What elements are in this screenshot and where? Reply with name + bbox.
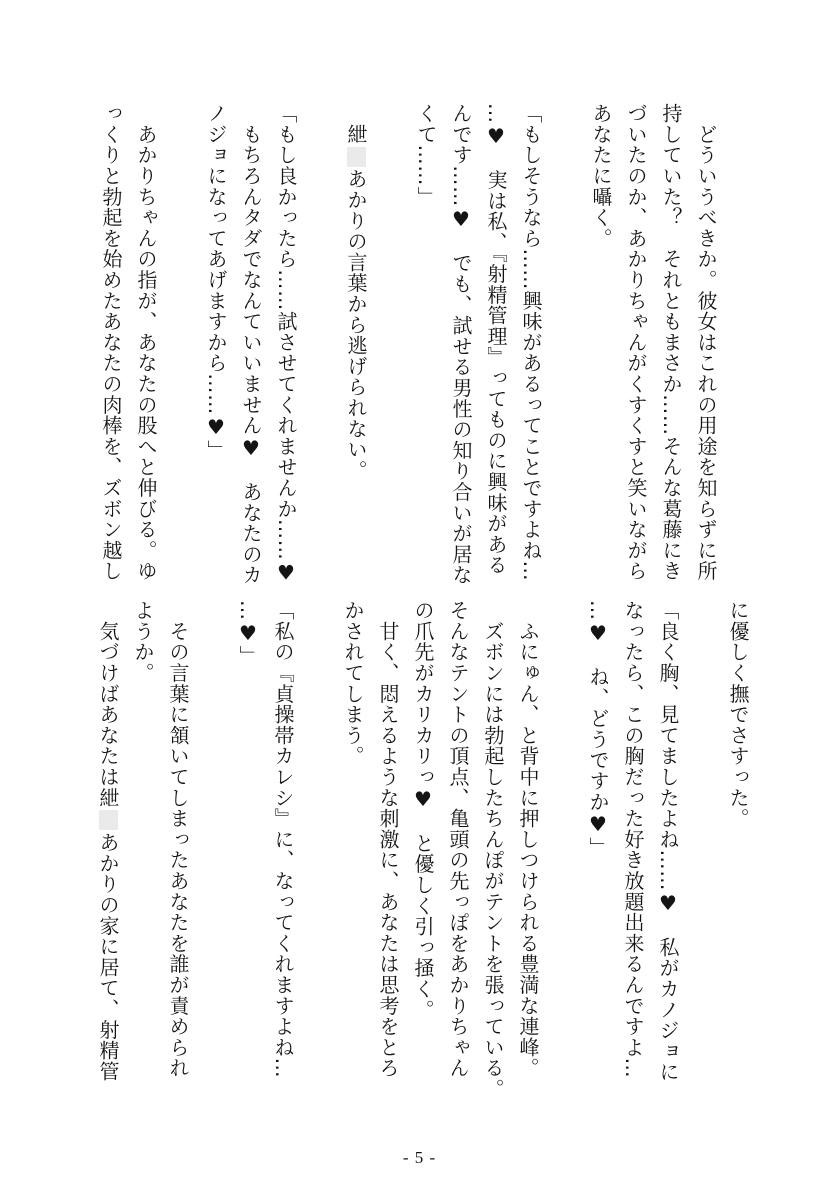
text-block-bottom [90, 600, 755, 1100]
text-line: あなたに囁く。 [589, 103, 613, 249]
text-line: 甘く、悶えるような刺激に、あなたは思考をとろ [376, 600, 400, 1079]
blank-line [163, 103, 198, 597]
blank-line [373, 103, 408, 597]
text-line: 「良く胸、見てましたよね……♥ 私がカノジョに [656, 600, 680, 1083]
text-line: くて……」 [414, 103, 438, 207]
text-line: ノジョになってあげますから……♥」 [204, 103, 228, 461]
text-line: …♥」 [236, 600, 260, 667]
blank-line [548, 103, 583, 597]
text-line: 「私の『貞操帯カレシ』に、なってくれますよね… [271, 600, 295, 1079]
blank-line [685, 600, 720, 1094]
redacted-character-box [99, 810, 118, 830]
text-line: あかりちゃんの指が、あなたの股へと伸びる。ゆ [134, 103, 158, 582]
text-line: の爪先がカリカリっ♥ と優しく引っ掻く。 [411, 600, 435, 1020]
text-line: に優しく撫でさすった。 [726, 600, 750, 829]
text-line: っくりと勃起を始めたあなたの肉棒を、ズボン越し [99, 103, 123, 582]
text-line: かされてしまう。 [341, 600, 365, 767]
text-line: ズボンには勃起したちんぽがテントを張っている。 [481, 600, 505, 1100]
text-line: 紲あかりの言葉から逃げられない。 [344, 103, 368, 481]
text-line: なったら、この胸だった好き放題出来るんですよ… [621, 600, 645, 1079]
text-line: んです……♥ でも、試せる男性の知り合いが居な [449, 103, 473, 586]
blank-line [303, 103, 338, 597]
blank-line [195, 600, 230, 1094]
text-line: 気づけばあなたは紲あかりの家に居て、射精管 [96, 600, 120, 1082]
text-line: 「もし良かったら……試させてくれませんか……♥ [274, 103, 298, 586]
text-line: づいたのか、あかりちゃんがくすくすと笑いながら [624, 103, 648, 582]
blank-line [545, 600, 580, 1094]
text-line: …♥ 実は私、『射精管理』ってものに興味がある [484, 103, 508, 576]
page-number: - 5 - [402, 1148, 437, 1167]
text-line: どういうべきか。彼女はこれの用途を知らずに所 [694, 103, 718, 582]
text-line: 持していた？ それともまさか……そんな葛藤にき [659, 103, 683, 582]
text-line: …♥ ね、どうですか♥」 [586, 600, 610, 858]
text-line: 「もしそうなら……興味があるってことですよね… [519, 103, 543, 582]
redacted-character-box [347, 147, 366, 167]
blank-line [300, 600, 335, 1094]
text-line: ふにゅん、と背中に押しつけられる豊満な連峰。 [516, 600, 540, 1079]
text-line: もちろんタダでなんていいません♥ あなたのカ [239, 103, 263, 586]
text-line: そんなテントの頂点、亀頭の先っぽをあかりちゃん [446, 600, 470, 1079]
text-line: その言葉に頷いてしまったあなたを誰が責められ [166, 600, 190, 1079]
text-line: ようか。 [131, 600, 155, 684]
text-block-top [93, 103, 723, 597]
